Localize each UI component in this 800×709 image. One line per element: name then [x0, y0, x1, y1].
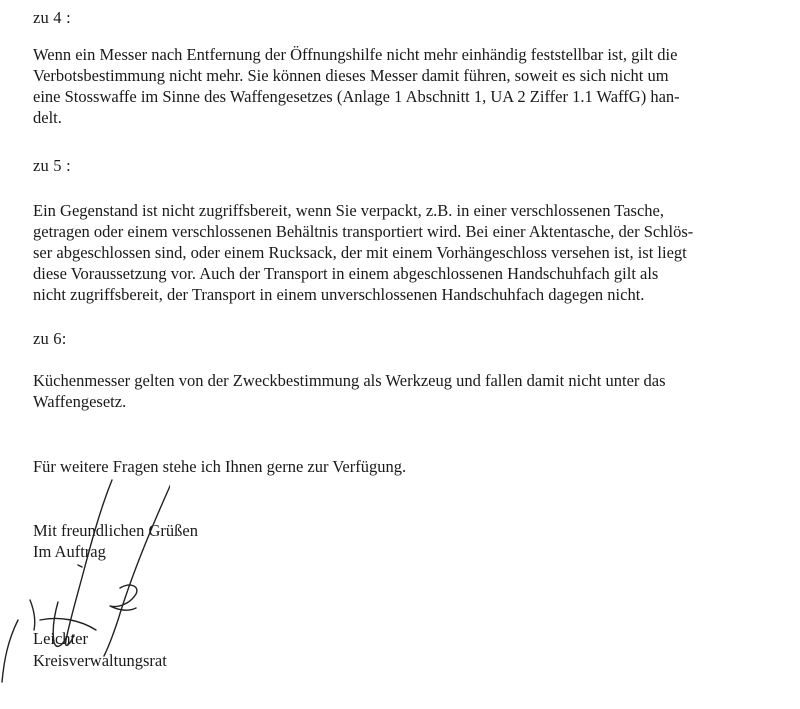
section-heading-5: zu 5 : — [33, 156, 71, 175]
closing-offer: Für weitere Fragen stehe ich Ihnen gerne zur Verfügung. — [33, 457, 407, 476]
text-line: diese Voraussetzung vor. Auch der Transport in einem abgeschlossenen Handschuhfach gilt als — [33, 264, 659, 283]
closing-greeting: Mit freundlichen Grüßen — [33, 521, 198, 540]
text-line: ser abgeschlossen sind, oder einem Rucksack, der mit einem Vorhängeschloss versehen ist, ist liegt — [33, 243, 687, 262]
signature-stroke — [2, 620, 18, 682]
text-line: nicht zugriffsbereit, der Transport in einem unverschlossenen Handschuhfach dagegen nicht. — [33, 285, 645, 304]
signature-stroke — [78, 565, 82, 567]
signer-title: Kreisverwaltungsrat — [33, 651, 167, 670]
signature-stroke — [110, 585, 137, 610]
text-line: Ein Gegenstand ist nicht zugriffsbereit, wenn Sie verpackt, z.B. in einer verschlossenen Tasche, — [33, 201, 665, 220]
section-heading-4: zu 4 : — [33, 8, 71, 27]
text-line: getragen oder einem verschlossenen Behältnis transportiert wird. Bei einer Aktentasche, der Schlös- — [33, 222, 694, 241]
text-line: eine Stosswaffe im Sinne des Waffengesetzes (Anlage 1 Abschnitt 1, UA 2 Ziffer 1.1 WaffG) han- — [33, 87, 680, 106]
section-body-4 — [33, 44, 783, 128]
signature-stroke — [30, 600, 35, 630]
section-body-5 — [33, 200, 783, 305]
signature-stroke — [66, 480, 112, 645]
text-line: Wenn ein Messer nach Entfernung der Öffnungshilfe nicht mehr einhändig feststellbar ist, gilt die — [33, 45, 678, 64]
signer-name: Leichter — [33, 629, 88, 648]
text-line: Küchenmesser gelten von der Zweckbestimmung als Werkzeug und fallen damit nicht unter das — [33, 371, 666, 390]
section-heading-6: zu 6: — [33, 329, 67, 348]
section-body-6 — [33, 370, 783, 412]
text-line: Waffengesetz. — [33, 392, 127, 411]
closing-on-behalf: Im Auftrag — [33, 542, 106, 561]
text-line: Verbotsbestimmung nicht mehr. Sie können dieses Messer damit führen, soweit es sich nicht um — [33, 66, 669, 85]
text-line: delt. — [33, 108, 62, 127]
